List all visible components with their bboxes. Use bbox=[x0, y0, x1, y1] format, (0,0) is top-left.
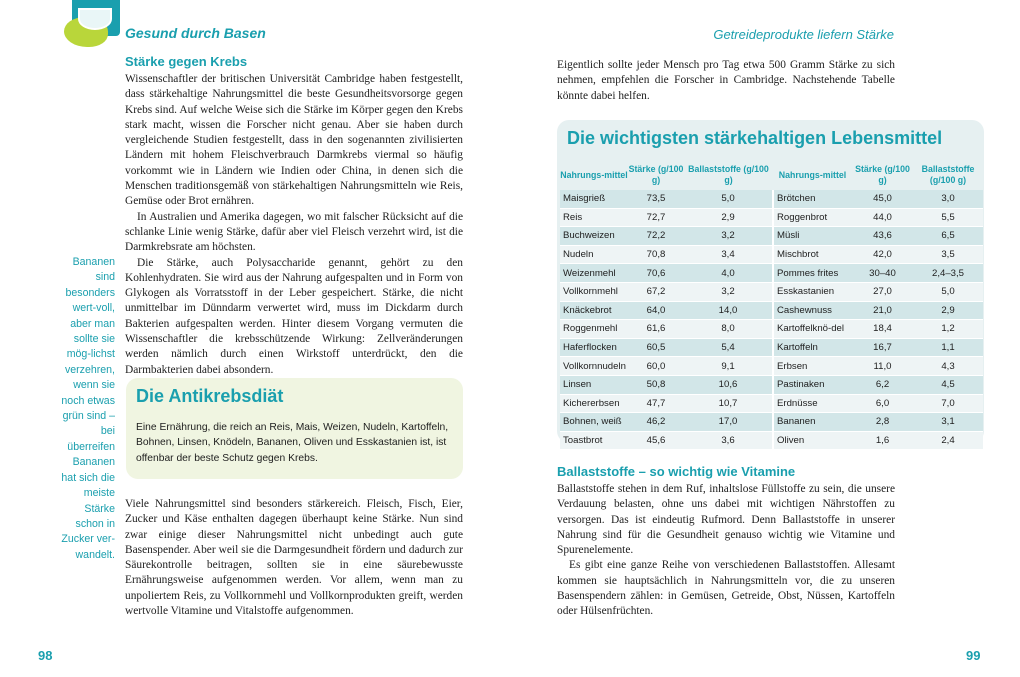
table-cell: 5,0 bbox=[684, 190, 773, 208]
table-row bbox=[560, 301, 983, 320]
table-cell: 5,4 bbox=[684, 338, 773, 357]
section-heading-left: Stärke gegen Krebs bbox=[125, 54, 248, 69]
table-row bbox=[560, 208, 983, 227]
table-cell: 72,2 bbox=[628, 227, 684, 246]
table-cell: Erbsen bbox=[773, 357, 852, 376]
table-cell: 5,5 bbox=[913, 208, 983, 227]
table-cell: Roggenmehl bbox=[560, 320, 628, 339]
table-cell: 2,4–3,5 bbox=[913, 264, 983, 283]
table-cell: 3,6 bbox=[684, 431, 773, 450]
table-cell: Reis bbox=[560, 208, 628, 227]
table-cell: 61,6 bbox=[628, 320, 684, 339]
left-body-text bbox=[125, 72, 463, 378]
table-cell: 4,5 bbox=[913, 375, 983, 394]
paragraph: Viele Nahrungsmittel sind besonders stärkereich. Fleisch, Fisch, Eier, Zucker und Käse enthalten dagegen überhaupt keine Stärke. Nun sind zwar einige dieser Nahrungsmittel nicht unbedingt auch gute Basenspender. Aber weil sie die Darmgesundheit fördern und dadurch zur Säurekontrolle beitragen, sollten sie in eine säurebewusste Ernährungsweise aufgenommen werden. Vor allem, wenn man zu unpoliertem Reis, zu Vollkornmehl und Vollkornprodukten greift, werden wertvolle Vitamine und Vitalstoffe aufgenommen. bbox=[125, 498, 463, 618]
table-cell: 1,1 bbox=[913, 338, 983, 357]
table-row bbox=[560, 264, 983, 283]
table-cell: 45,0 bbox=[852, 190, 913, 208]
table-cell: Kartoffeln bbox=[773, 338, 852, 357]
table-cell: 45,6 bbox=[628, 431, 684, 450]
table-cell: Linsen bbox=[560, 375, 628, 394]
table-cell: Haferflocken bbox=[560, 338, 628, 357]
table-cell: 6,0 bbox=[852, 394, 913, 413]
table-cell: 50,8 bbox=[628, 375, 684, 394]
right-body-text bbox=[557, 482, 895, 620]
table-cell: 11,0 bbox=[852, 357, 913, 376]
margin-note: Bananen sind besonders wert-voll, aber man sollte sie mög-lichst verzehren, wenn sie noch etwas grün sind – bei überreifen Bananen hat sich die meiste Stärke schon in Zucker ver-wandelt. bbox=[61, 256, 115, 561]
table-cell: 1,2 bbox=[913, 320, 983, 339]
table-cell: Kichererbsen bbox=[560, 394, 628, 413]
table-cell: 72,7 bbox=[628, 208, 684, 227]
table-body bbox=[560, 190, 983, 450]
table-row bbox=[560, 338, 983, 357]
table-cell: 43,6 bbox=[852, 227, 913, 246]
table-cell: 1,6 bbox=[852, 431, 913, 450]
table-row bbox=[560, 227, 983, 246]
table-cell: 10,6 bbox=[684, 375, 773, 394]
table-cell: 4,3 bbox=[913, 357, 983, 376]
table-cell: 3,4 bbox=[684, 245, 773, 264]
table-cell: 70,6 bbox=[628, 264, 684, 283]
table-cell: 3,0 bbox=[913, 190, 983, 208]
table-row bbox=[560, 431, 983, 450]
table-cell: 46,2 bbox=[628, 413, 684, 432]
table-cell: 17,0 bbox=[684, 413, 773, 432]
table-cell: Kartoffelknö-del bbox=[773, 320, 852, 339]
table-cell: 21,0 bbox=[852, 301, 913, 320]
table-row bbox=[560, 245, 983, 264]
table-cell: 27,0 bbox=[852, 282, 913, 301]
table-cell: Müsli bbox=[773, 227, 852, 246]
table-cell: 18,4 bbox=[852, 320, 913, 339]
table-cell: 2,4 bbox=[913, 431, 983, 450]
page-number-right: 99 bbox=[966, 648, 981, 663]
table-cell: 64,0 bbox=[628, 301, 684, 320]
column-header: Ballaststoffe (g/100 g) bbox=[921, 164, 975, 185]
table-cell: 60,0 bbox=[628, 357, 684, 376]
table-cell: 60,5 bbox=[628, 338, 684, 357]
page-number-left: 98 bbox=[38, 648, 53, 663]
paragraph: In Australien und Amerika dagegen, wo mit falscher Rücksicht auf die schlanke Linie wenig Stärke, dafür aber viel Fleisch verzehrt wird, ist die Darmkrebsrate am höchsten. bbox=[125, 210, 463, 254]
table-row bbox=[560, 357, 983, 376]
table-cell: Bohnen, weiß bbox=[560, 413, 628, 432]
running-header-right: Getreideprodukte liefern Stärke bbox=[713, 27, 894, 42]
table-cell: 3,5 bbox=[913, 245, 983, 264]
section-heading-right: Ballaststoffe – so wichtig wie Vitamine bbox=[557, 464, 796, 479]
table-cell: Esskastanien bbox=[773, 282, 852, 301]
table-cell: 9,1 bbox=[684, 357, 773, 376]
table-cell: 2,9 bbox=[684, 208, 773, 227]
table-cell: 70,8 bbox=[628, 245, 684, 264]
table-row bbox=[560, 394, 983, 413]
table-cell: 44,0 bbox=[852, 208, 913, 227]
table-cell: 3,2 bbox=[684, 227, 773, 246]
table-row bbox=[560, 375, 983, 394]
table-cell: Pommes frites bbox=[773, 264, 852, 283]
table-cell: Bananen bbox=[773, 413, 852, 432]
table-header-row bbox=[560, 160, 983, 190]
table-cell: Brötchen bbox=[773, 190, 852, 208]
table-cell: Knäckebrot bbox=[560, 301, 628, 320]
table-cell: Maisgrieß bbox=[560, 190, 628, 208]
table-cell: Pastinaken bbox=[773, 375, 852, 394]
starch-table bbox=[560, 160, 983, 450]
paragraph: Es gibt eine ganze Reihe von verschiedenen Ballaststoffen. Allesamt kommen sie hauptsächlich in Nahrungsmitteln vor, die zu unseren Basenspendern zählen: in Gemüsen, Getreide, Obst, Nüssen, Kartoffeln oder Hülsenfrüchten. bbox=[557, 559, 895, 618]
table-cell: Erdnüsse bbox=[773, 394, 852, 413]
table-cell: Cashewnuss bbox=[773, 301, 852, 320]
table-cell: 6,2 bbox=[852, 375, 913, 394]
table-cell: 30–40 bbox=[852, 264, 913, 283]
table-cell: Oliven bbox=[773, 431, 852, 450]
table-cell: Toastbrot bbox=[560, 431, 628, 450]
table-cell: 6,5 bbox=[913, 227, 983, 246]
table-cell: 14,0 bbox=[684, 301, 773, 320]
column-header: Stärke (g/100 g) bbox=[628, 164, 684, 185]
table-cell: 10,7 bbox=[684, 394, 773, 413]
table-cell: Buchweizen bbox=[560, 227, 628, 246]
column-header: Ballaststoffe (g/100 g) bbox=[688, 164, 769, 185]
table-cell: 2,9 bbox=[913, 301, 983, 320]
table-row bbox=[560, 320, 983, 339]
table-cell: 4,0 bbox=[684, 264, 773, 283]
table-cell: 2,8 bbox=[852, 413, 913, 432]
table-cell: 47,7 bbox=[628, 394, 684, 413]
table-cell: Mischbrot bbox=[773, 245, 852, 264]
info-box-title: Die Antikrebsdiät bbox=[136, 386, 284, 406]
paragraph: Wissenschaftler der britischen Universität Cambridge haben festgestellt, dass stärkehaltige Nahrungsmittel die beste Gesundheitsvorsorge gegen Krebs sind. Auf welche Weise sich die Stärke im Körper gegen den Krebs stark macht, wissen die Forscher nicht genau. Aber sie haben durch vergleichende Studien festgestellt, dass in den sogenannten zivilisierten Ländern mit hohem Fleischverbrauch Darmkrebs viermal so häufig vorkommt wie in Ländern wie Indien oder China, in denen sich die Menschen traditionsgemäß von stärkehaltigen Nahrungsmitteln wie Reis, Gemüse oder Brot ernähren. bbox=[125, 73, 463, 208]
table-title: Die wichtigsten stärkehaltigen Lebensmittel bbox=[567, 128, 943, 148]
table-row bbox=[560, 413, 983, 432]
column-header: Stärke (g/100 g) bbox=[855, 164, 910, 185]
table-cell: Weizenmehl bbox=[560, 264, 628, 283]
paragraph: Ballaststoffe stehen in dem Ruf, inhaltslose Füllstoffe zu sein, die unsere Verdauung belasten, ohne uns dabei mit wichtigen Nährstoffen zu versorgen. Das ist eindeutig Rufmord. Denn Ballaststoffe in unserer Nahrung sind für die Gesundheit genauso wichtig wie Vitamine und Spurenelemente. bbox=[557, 483, 895, 557]
table-cell: 73,5 bbox=[628, 190, 684, 208]
left-bottom-text bbox=[125, 497, 463, 619]
table-cell: Nudeln bbox=[560, 245, 628, 264]
table-row bbox=[560, 282, 983, 301]
table-cell: 5,0 bbox=[913, 282, 983, 301]
column-header: Nahrungs-mittel bbox=[778, 169, 847, 180]
paragraph: Eigentlich sollte jeder Mensch pro Tag etwa 500 Gramm Stärke zu sich nehmen, empfehlen die Forscher in Cambridge. Nachstehende Tabelle könnte dabei helfen. bbox=[557, 59, 895, 102]
table-cell: 42,0 bbox=[852, 245, 913, 264]
table-cell: 7,0 bbox=[913, 394, 983, 413]
running-header-left: Gesund durch Basen bbox=[125, 25, 266, 41]
table-cell: 3,1 bbox=[913, 413, 983, 432]
table-cell: 16,7 bbox=[852, 338, 913, 357]
right-intro-text bbox=[557, 58, 895, 104]
table-cell: Vollkornmehl bbox=[560, 282, 628, 301]
table-cell: Vollkornnudeln bbox=[560, 357, 628, 376]
table-cell: 3,2 bbox=[684, 282, 773, 301]
paragraph: Die Stärke, auch Polysaccharide genannt, gehört zu den Kohlenhydraten. Sie wird aus der Nahrung aufgespalten und in Form von Glykogen als Vorratsstoff in der Leber gespeichert. Stärke, die nicht unmittelbar im Dünndarm verwertet wird, muss im Dickdarm durch Bakterien aufgespalten werden. Hinter diesem Vorgang vermuten die Wissenschaftler die krebsschützende Wirkung: Zellveränderungen werden nämlich durch einen Wirkstoff unterdrückt, den die Darmbakterien dabei absondern. bbox=[125, 256, 463, 376]
info-box-text: Eine Ernährung, die reich an Reis, Mais, Weizen, Nudeln, Kartoffeln, Bohnen, Linsen, Knödeln, Bananen, Oliven und Esskastanien ist, ist offenbar der beste Schutz gegen Krebs. bbox=[136, 422, 449, 464]
table-cell: Roggenbrot bbox=[773, 208, 852, 227]
bowl-logo-icon bbox=[78, 8, 112, 30]
table-cell: 8,0 bbox=[684, 320, 773, 339]
column-header: Nahrungs-mittel bbox=[560, 169, 628, 180]
table-cell: 67,2 bbox=[628, 282, 684, 301]
table-row bbox=[560, 190, 983, 208]
